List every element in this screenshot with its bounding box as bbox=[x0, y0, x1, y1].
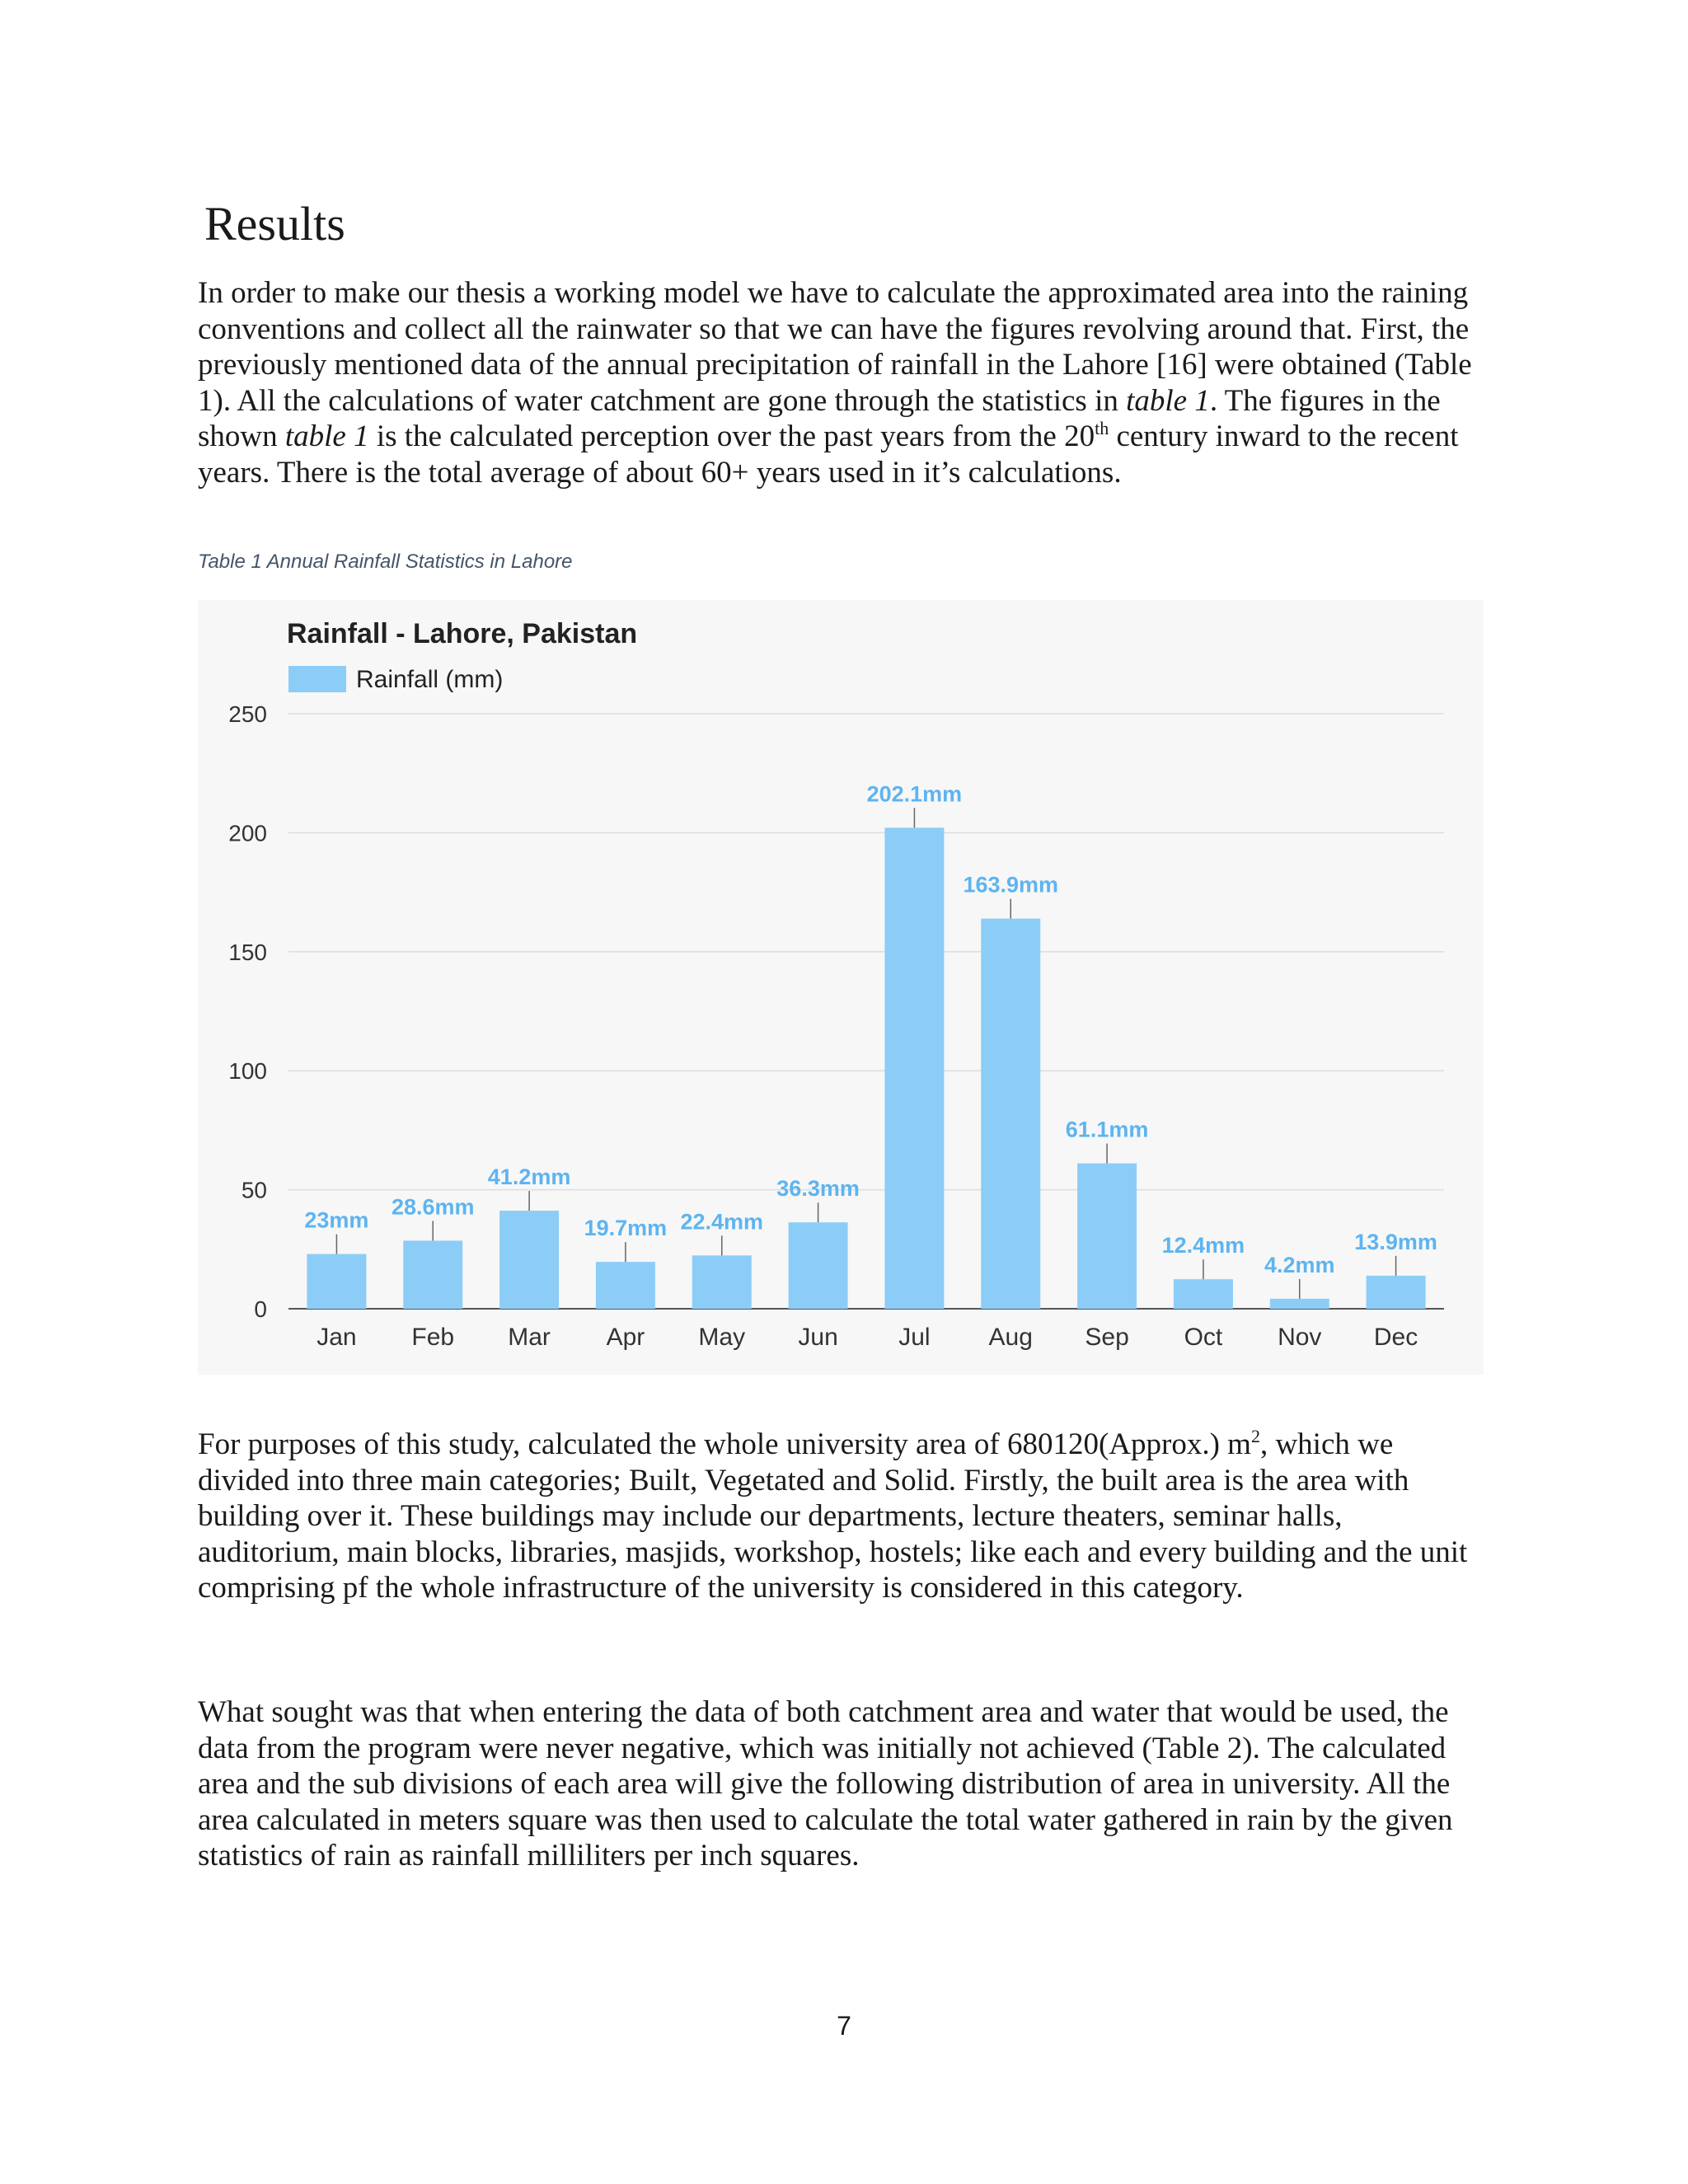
data-label: 22.4mm bbox=[680, 1209, 764, 1235]
bar bbox=[1367, 1276, 1426, 1309]
paragraph-intro-text-3: is the calculated perception over the past years from the 20 bbox=[368, 419, 1095, 454]
superscript-squared: 2 bbox=[1250, 1426, 1260, 1446]
x-tick-label: Jan bbox=[316, 1324, 357, 1351]
x-tick-label: Dec bbox=[1373, 1324, 1418, 1351]
bar bbox=[884, 827, 944, 1309]
bar bbox=[403, 1240, 462, 1309]
data-label: 61.1mm bbox=[1065, 1117, 1149, 1142]
x-tick-label: Feb bbox=[411, 1324, 455, 1351]
x-tick-label: Mar bbox=[508, 1324, 551, 1351]
data-label: 28.6mm bbox=[391, 1194, 475, 1220]
data-label: 36.3mm bbox=[776, 1176, 860, 1202]
bar bbox=[307, 1254, 366, 1309]
bar bbox=[1077, 1164, 1137, 1309]
y-tick-label: 250 bbox=[228, 701, 267, 727]
table-reference-2: table 1 bbox=[284, 419, 369, 454]
data-label: 4.2mm bbox=[1264, 1252, 1335, 1277]
x-tick-label: May bbox=[698, 1324, 746, 1351]
paragraph-intro-text-4: century inward to the recent years. There is the total average of about 60+ years used in it’s calculations. bbox=[198, 419, 1459, 490]
paragraph-study-area-text: For purposes of this study, calculated the whole university area of 680120(Approx.) m bbox=[198, 1427, 1251, 1461]
data-label: 13.9mm bbox=[1354, 1229, 1437, 1254]
bar bbox=[596, 1262, 655, 1309]
bar bbox=[692, 1255, 752, 1309]
x-tick-label: Nov bbox=[1278, 1324, 1322, 1351]
bar bbox=[1174, 1279, 1233, 1309]
paragraph-intro-text-2: . The figures in the shown bbox=[198, 383, 1441, 454]
data-label: 12.4mm bbox=[1161, 1233, 1245, 1258]
x-tick-label: Jun bbox=[798, 1324, 838, 1351]
data-label: 23mm bbox=[304, 1207, 369, 1233]
section-heading: Results bbox=[204, 197, 345, 251]
legend-label: Rainfall (mm) bbox=[356, 666, 504, 693]
data-label: 163.9mm bbox=[963, 872, 1059, 898]
data-label: 19.7mm bbox=[584, 1216, 668, 1241]
data-label: 41.2mm bbox=[487, 1165, 571, 1190]
rainfall-chart bbox=[198, 600, 1484, 1375]
y-tick-label: 150 bbox=[228, 939, 267, 965]
paragraph-study-area bbox=[198, 1427, 1484, 1606]
rainfall-chart-svg bbox=[198, 600, 1484, 1375]
legend-swatch bbox=[288, 666, 346, 692]
paragraph-study-area-rest: , which we divided into three main categories; Built, Vegetated and Solid. Firstly, the built area is the area with building over it. These buildings may include our departments, lecture theaters, seminar halls, auditorium, main blocks, libraries, masjids, workshop, hostels; like each and every building and the unit comprising pf the whole infrastructure of the university is considered in this category. bbox=[198, 1427, 1468, 1605]
table-caption: Table 1 Annual Rainfall Statistics in Lahore bbox=[198, 551, 573, 573]
bar bbox=[981, 919, 1040, 1309]
table-reference-1: table 1 bbox=[1126, 383, 1210, 418]
y-tick-label: 100 bbox=[228, 1058, 267, 1085]
paragraph-calculation: What sought was that when entering the data of both catchment area and water that would be used, the data from the program were never negative, which was initially not achieved (Table 2). The calculated area and the sub divisions of each area will give the following distribution of area in university. All the area calculated in meters square was then used to calculate the total water gathered in rain by the given statistics of rain as rainfall milliliters per inch squares. bbox=[198, 1695, 1453, 1873]
x-tick-label: Aug bbox=[988, 1324, 1033, 1351]
paragraph-intro-text-1: In order to make our thesis a working model we have to calculate the approximated area into the raining conventions and collect all the rainwater so that we can have the figures revolving around that. First, the previously mentioned data of the annual precipitation of rainfall in the Lahore [16] were obtained (Table 1). All the calculations of water catchment are gone through the statistics in bbox=[198, 276, 1472, 418]
superscript-th: th bbox=[1095, 418, 1109, 439]
y-tick-label: 50 bbox=[241, 1177, 267, 1203]
x-tick-label: Oct bbox=[1184, 1324, 1223, 1351]
bar bbox=[789, 1222, 848, 1309]
page-number: 7 bbox=[837, 2011, 851, 2041]
x-tick-label: Apr bbox=[606, 1324, 645, 1351]
paragraph-intro bbox=[198, 275, 1484, 491]
bar bbox=[1270, 1299, 1329, 1309]
x-tick-label: Jul bbox=[898, 1324, 931, 1351]
x-tick-label: Sep bbox=[1085, 1324, 1129, 1351]
y-tick-label: 0 bbox=[254, 1296, 267, 1322]
data-label: 202.1mm bbox=[866, 781, 963, 807]
bar bbox=[499, 1211, 559, 1309]
chart-title: Rainfall - Lahore, Pakistan bbox=[287, 618, 638, 649]
y-tick-label: 200 bbox=[228, 820, 267, 846]
